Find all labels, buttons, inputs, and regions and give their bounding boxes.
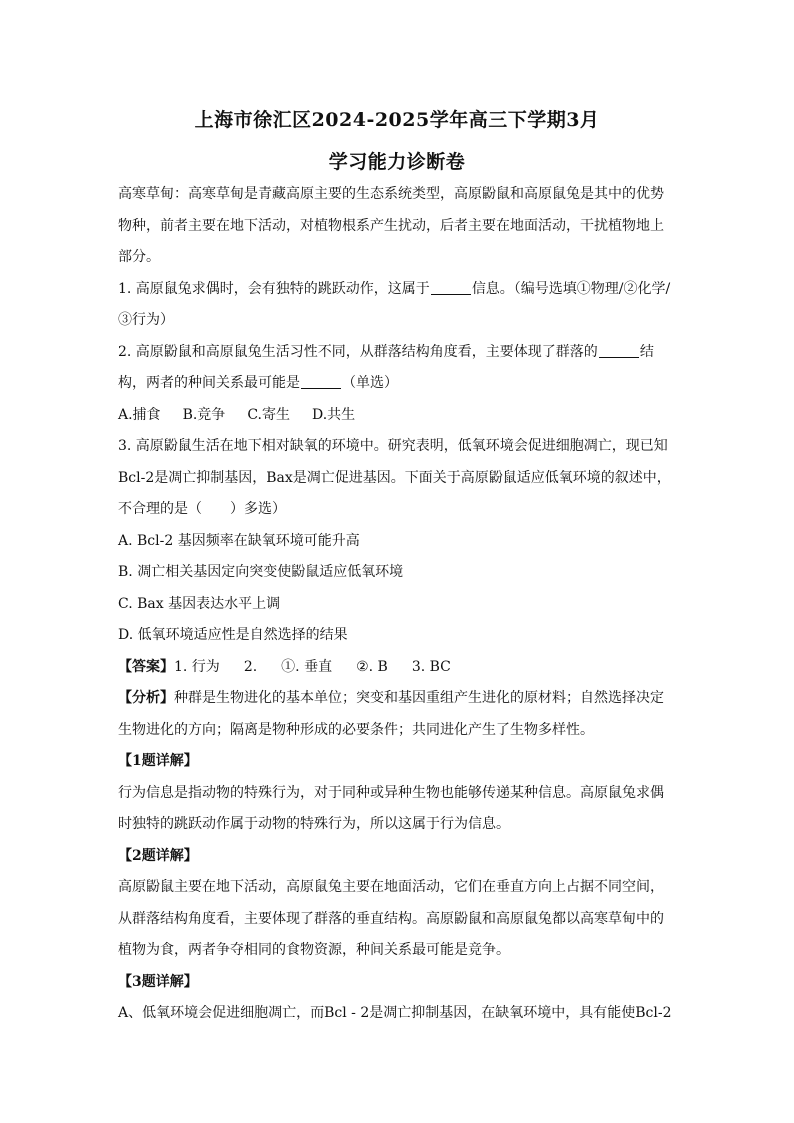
page-title: 上海市徐汇区2024-2025学年高三下学期3月 — [194, 109, 600, 131]
option-a: A. Bcl-2 基因频率在缺氧环境可能升高 — [118, 532, 360, 549]
question-3: 3. 高原鼢鼠生活在地下相对缺氧的环境中。研究表明，低氧环境会促进细胞凋亡，现已知 — [118, 438, 668, 454]
option-c: C.寄生 — [247, 406, 290, 423]
question-2: 2. 高原鼢鼠和高原鼠兔生活习性不同，从群落结构角度看，主要体现了群落的 结 — [118, 343, 654, 360]
question-1: 1. 高原鼠兔求偶时，会有独特的跳跃动作，这属于 信息。（编号选填①物理/②化学/ — [118, 280, 671, 297]
detail-1-heading: 【1题详解】 — [118, 753, 198, 769]
option-b: B. 凋亡相关基因定向突变使鼢鼠适应低氧环境 — [118, 564, 404, 580]
detail-2-text: 植物为食，两者争夺相同的食物资源，种间关系最可能是竞争。 — [118, 942, 510, 958]
detail-3-heading: 【3题详解】 — [118, 973, 198, 990]
option-d: D. 低氧环境适应性是自然选择的结果 — [118, 627, 348, 643]
intro-line: 物种，前者主要在地下活动，对植物根系产生扰动，后者主要在地面活动，干扰植物地上 — [118, 217, 664, 234]
option-a: A.捕食 — [118, 406, 161, 423]
detail-3-text: A、低氧环境会促进细胞凋亡，而Bcl - 2是凋亡抑制基因，在缺氧环境中，具有能使Bcl-2 — [118, 1005, 672, 1021]
question-2-options — [118, 400, 678, 432]
question-1-cont: ③行为） — [118, 312, 174, 328]
page-subtitle: 学习能力诊断卷 — [328, 151, 466, 173]
analysis-cont: 生物进化的方向；隔离是物种形成的必要条件；共同进化产生了生物多样性。 — [118, 721, 594, 738]
question-2-cont: 构，两者的种间关系最可能是 （单选） — [118, 375, 398, 391]
answer-blank — [599, 343, 639, 358]
detail-2-text: 从群落结构角度看，主要体现了群落的垂直结构。高原鼢鼠和高原鼠兔都以高寒草甸中的 — [118, 910, 664, 927]
analysis-section: 【分析】种群是生物进化的基本单位；突变和基因重组产生进化的原材料；自然选择决定 — [118, 690, 664, 706]
intro-line: 高寒草甸：高寒草甸是青藏高原主要的生态系统类型，高原鼢鼠和高原鼠兔是其中的优势 — [118, 186, 664, 202]
question-3-cont: 不合理的是（ ）多选） — [118, 501, 286, 517]
detail-2-text: 高原鼢鼠主要在地下活动，高原鼠兔主要在地面活动，它们在垂直方向上占据不同空间， — [118, 879, 664, 895]
option-d: D.共生 — [311, 406, 356, 423]
detail-2-heading: 【2题详解】 — [118, 847, 198, 864]
analysis-label: 【分析】 — [118, 690, 174, 706]
answer-section: 【答案】1. 行为 2. ①. 垂直 ②. B 3. BC — [118, 658, 451, 675]
detail-1-text: 行为信息是指动物的特殊行为，对于同种或异种生物也能够传递某种信息。高原鼠兔求偶 — [118, 784, 664, 801]
answer-label: 【答案】 — [118, 658, 174, 675]
detail-1-text: 时独特的跳跃动作属于动物的特殊行为，所以这属于行为信息。 — [118, 816, 510, 832]
option-b: B.竞争 — [182, 406, 226, 423]
answer-blank — [301, 374, 341, 389]
intro-line: 部分。 — [118, 249, 160, 265]
answer-blank — [431, 280, 471, 295]
document-body — [118, 179, 678, 1030]
option-c: C. Bax 基因表达水平上调 — [118, 595, 281, 612]
question-3-cont: Bcl-2是凋亡抑制基因，Bax是凋亡促进基因。下面关于高原鼢鼠适应低氧环境的叙述中， — [118, 469, 671, 486]
